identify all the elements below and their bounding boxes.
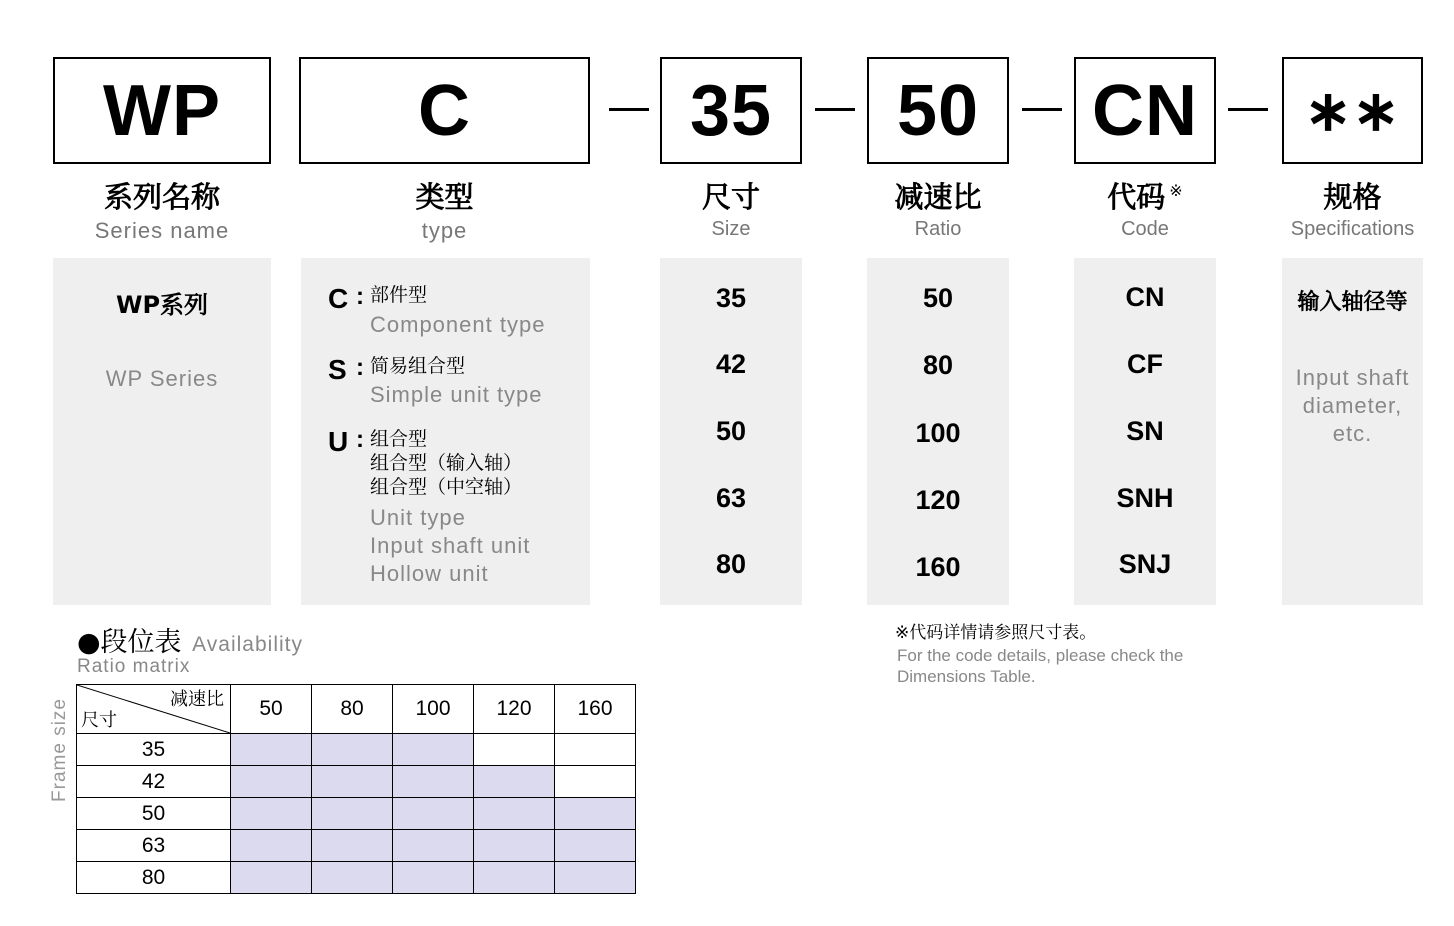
heading-type-zh: 类型: [415, 180, 474, 214]
ratio-value: 50: [922, 283, 954, 313]
availability-cell: [393, 830, 474, 862]
spec-panel: [1282, 258, 1423, 605]
heading-series-en: Series name: [94, 218, 230, 243]
availability-title: [77, 620, 303, 659]
heading-ratio-zh: 减速比: [894, 180, 982, 214]
heading-type-en: type: [421, 218, 468, 243]
spec-en-line: diameter,: [1302, 393, 1403, 418]
separator-dash: [815, 108, 855, 111]
table-row: [77, 862, 636, 894]
type-zh: 组合型: [370, 428, 428, 450]
corner-ratio-label: 减速比: [170, 689, 224, 710]
type-zh: 简易组合型: [370, 355, 466, 377]
series-en: WP Series: [105, 366, 219, 391]
separator-dash: [609, 108, 649, 111]
availability-cell: [555, 830, 636, 862]
availability-cell: [231, 862, 312, 894]
row-size-cell: 80: [77, 862, 231, 894]
availability-cell: [312, 798, 393, 830]
availability-cell: [393, 862, 474, 894]
ratio-value: 120: [915, 485, 961, 515]
size-panel: [660, 258, 802, 605]
code-value: SN: [1126, 416, 1164, 446]
series-panel: [53, 258, 271, 605]
availability-cell: [231, 734, 312, 766]
frame-size-axis-label: Frame size: [49, 698, 70, 802]
size-value: 35: [715, 283, 747, 313]
heading-spec-zh: 规格: [1323, 180, 1382, 214]
availability-title-zh: ●段位表: [77, 627, 182, 658]
type-en: Input shaft unit: [370, 533, 531, 558]
type-zh: 部件型: [370, 284, 428, 306]
size-value: 42: [715, 349, 747, 379]
column-header: 80: [312, 685, 393, 734]
availability-cell: [474, 734, 555, 766]
column-header: 50: [231, 685, 312, 734]
heading-size-zh: 尺寸: [701, 180, 760, 214]
row-size-cell: 42: [77, 766, 231, 798]
heading-code-zh: [1074, 175, 1216, 216]
ratio-value: 100: [915, 418, 961, 448]
column-header: 160: [555, 685, 636, 734]
availability-cell: [393, 798, 474, 830]
availability-cell: [231, 830, 312, 862]
code-box-type: C: [299, 57, 590, 164]
availability-title-en: Availability: [192, 633, 303, 656]
corner-size-label: 尺寸: [81, 710, 117, 731]
code-panel: [1074, 258, 1216, 605]
code-value: SNH: [1116, 483, 1174, 513]
availability-cell: [555, 766, 636, 798]
separator-dash: [1022, 108, 1062, 111]
corner-cell: [77, 685, 231, 734]
availability-cell: [312, 830, 393, 862]
type-zh: 组合型（中空轴）: [370, 476, 523, 498]
table-row: [77, 830, 636, 862]
row-size-cell: 35: [77, 734, 231, 766]
availability-cell: [474, 798, 555, 830]
heading-code-en: Code: [1121, 218, 1169, 240]
availability-cell: [474, 766, 555, 798]
size-value: 50: [715, 416, 747, 446]
ratio-panel: [867, 258, 1009, 605]
type-colon: :: [356, 283, 364, 310]
code-box-code: CN: [1074, 57, 1216, 164]
spec-en-line: Input shaft: [1295, 365, 1410, 390]
code-note-zh: ※代码详情请参照尺寸表。: [895, 623, 1097, 643]
code-box-ratio: 50: [867, 57, 1009, 164]
heading-series-zh: 系列名称: [103, 180, 220, 214]
code-box-specifications: ∗∗: [1282, 57, 1423, 164]
row-size-cell: 63: [77, 830, 231, 862]
size-value: 63: [715, 483, 747, 513]
availability-cell: [555, 734, 636, 766]
separator-dash: [1228, 108, 1268, 111]
table-row: [77, 734, 636, 766]
note-mark: ※: [1169, 181, 1183, 201]
row-size-cell: 50: [77, 798, 231, 830]
code-box-series: WP: [53, 57, 271, 164]
code-value: CN: [1125, 282, 1165, 312]
heading-spec-en: Specifications: [1290, 218, 1415, 240]
type-letter: C: [328, 283, 349, 314]
availability-cell: [474, 862, 555, 894]
code-box-size: 35: [660, 57, 802, 164]
availability-table: [76, 684, 636, 894]
type-colon: :: [356, 426, 364, 453]
code-value: CF: [1127, 349, 1163, 379]
type-en: Hollow unit: [370, 561, 489, 586]
availability-cell: [555, 862, 636, 894]
availability-cell: [231, 766, 312, 798]
heading-code-label: 代码: [1107, 180, 1166, 214]
ratio-value: 160: [915, 552, 961, 582]
code-note-en: For the code details, please check the Dimensions Table.: [897, 646, 1184, 686]
series-zh: WP系列: [115, 291, 209, 319]
type-colon: :: [356, 354, 364, 381]
type-panel: [301, 258, 590, 605]
spec-en: [1282, 364, 1423, 448]
ratio-matrix-subtitle: Ratio matrix: [77, 656, 191, 677]
availability-cell: [474, 830, 555, 862]
table-row: [77, 798, 636, 830]
type-letter: U: [328, 426, 349, 457]
heading-size-en: Size: [711, 218, 751, 240]
type-letter: S: [328, 354, 347, 385]
type-en: Unit type: [370, 505, 466, 530]
availability-cell: [393, 766, 474, 798]
table-row: [77, 766, 636, 798]
code-value: SNJ: [1118, 549, 1172, 579]
spec-zh: 输入轴径等: [1297, 290, 1408, 315]
spec-en-line: etc.: [1332, 421, 1373, 446]
availability-cell: [312, 766, 393, 798]
ratio-value: 80: [922, 350, 954, 380]
column-header: 100: [393, 685, 474, 734]
availability-cell: [555, 798, 636, 830]
heading-ratio-en: Ratio: [914, 218, 962, 240]
availability-cell: [231, 798, 312, 830]
type-en: Simple unit type: [370, 382, 543, 407]
table-header-row: [77, 685, 636, 734]
availability-cell: [312, 734, 393, 766]
size-value: 80: [715, 549, 747, 579]
availability-cell: [312, 862, 393, 894]
column-header: 120: [474, 685, 555, 734]
availability-cell: [393, 734, 474, 766]
type-en: Component type: [370, 312, 546, 337]
type-zh: 组合型（输入轴）: [370, 452, 523, 474]
